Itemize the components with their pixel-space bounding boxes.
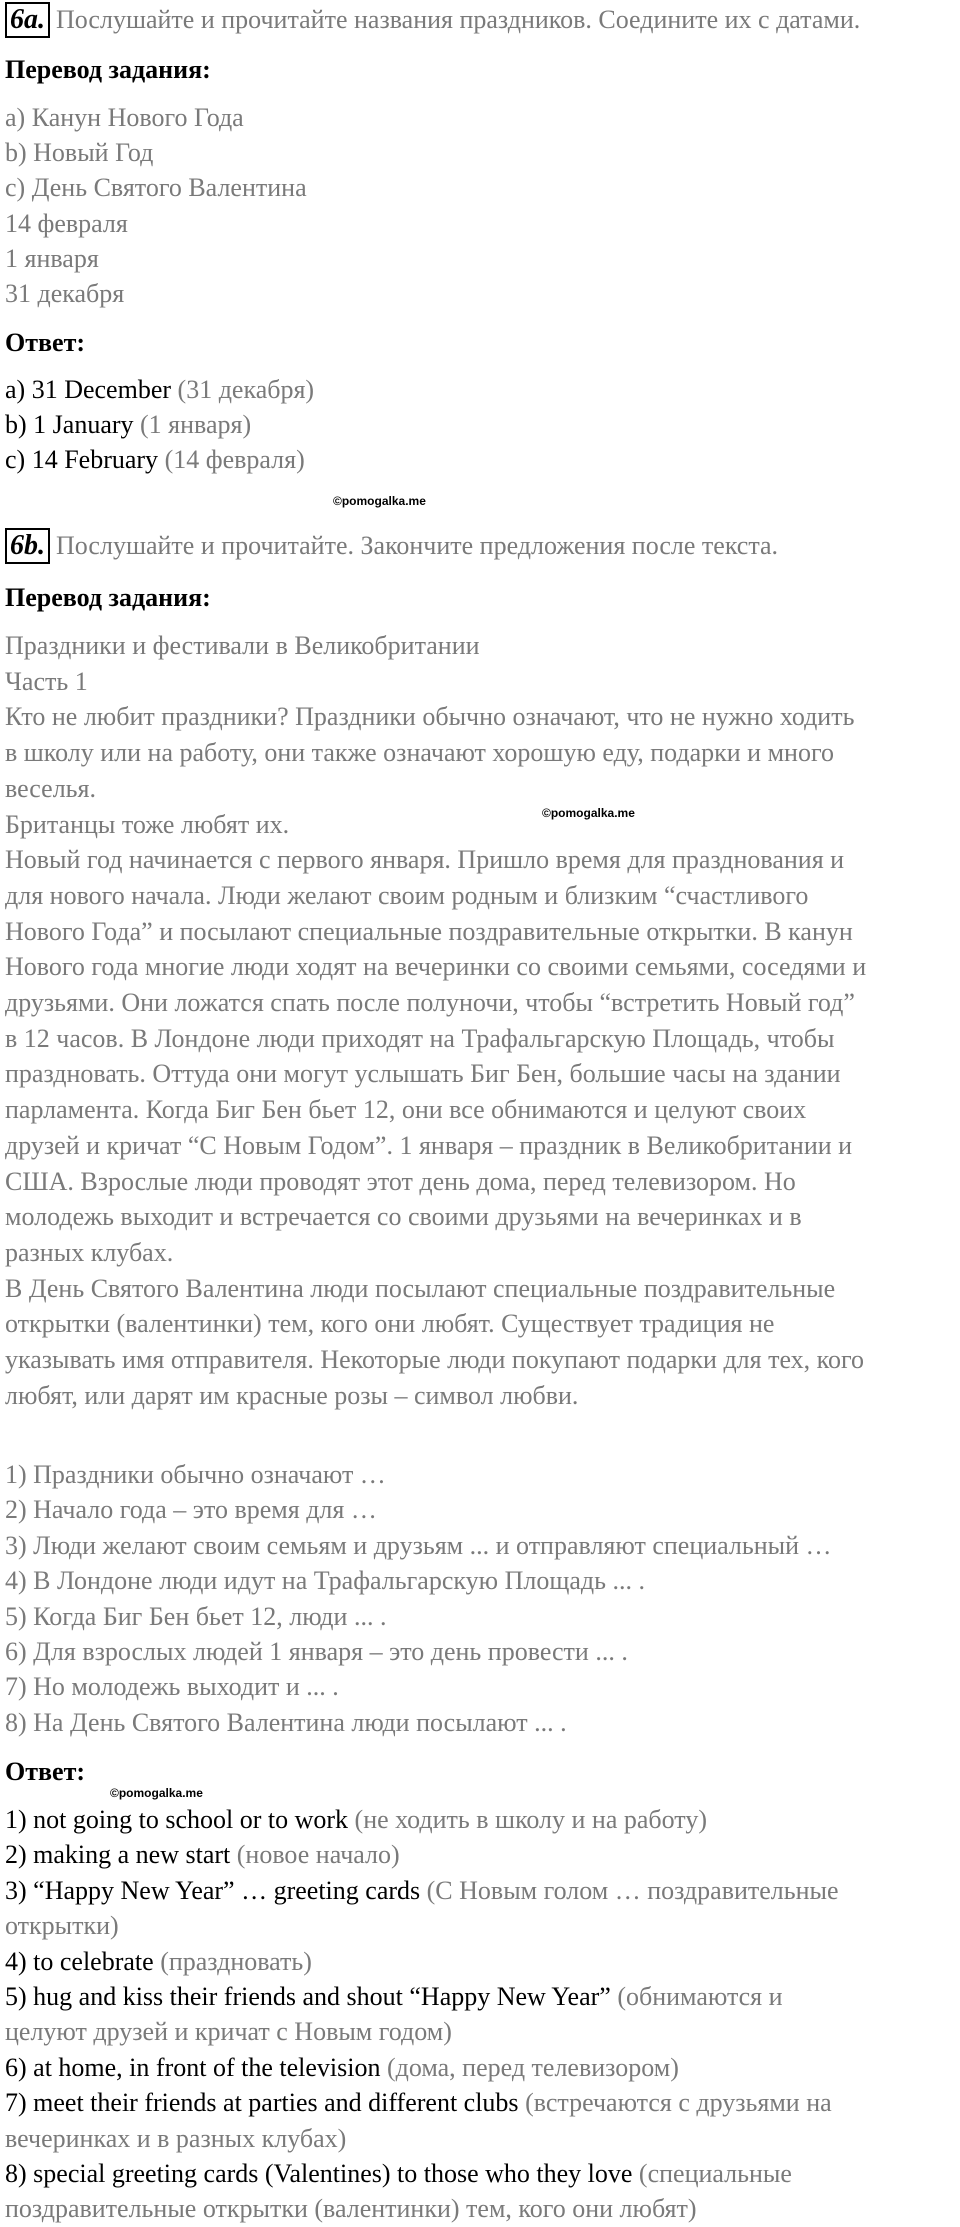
answer-en: 5) hug and kiss their friends and shout “Happy New Year” xyxy=(5,1982,611,2011)
text-line: В День Святого Валентина люди посылают специальные поздравительные xyxy=(5,1273,836,1303)
translation-line: 31 декабря xyxy=(5,279,125,308)
answer-en: 1) not going to school or to work xyxy=(5,1805,349,1834)
exercise-6a-header xyxy=(5,2,860,38)
answer-en: 2) making a new start xyxy=(5,1840,231,1870)
translation-line: c) День Святого Валентина xyxy=(5,173,307,202)
watermark: ©pomogalka.me xyxy=(542,806,635,820)
answer-ru: (14 февраля) xyxy=(158,445,305,474)
answer-line xyxy=(5,1837,400,1873)
exercise-6b-instruction: Послушайте и прочитайте. Закончите предложения после текста. xyxy=(56,531,779,560)
answer-line xyxy=(5,2191,697,2227)
exercise-6a-translation-heading: Перевод задания: xyxy=(5,55,211,84)
answer-en: 6) at home, in front of the television xyxy=(5,2052,381,2082)
text-line: Нового Года” и посылают специальные поздравительные открытки. В канун xyxy=(5,916,853,946)
exercise-6b-header xyxy=(5,528,778,564)
answer-en: 3) “Happy New Year” … greeting cards xyxy=(5,1875,421,1905)
answer-line xyxy=(5,1802,707,1838)
text-line: в школу или на работу, они также означают хорошую еду, подарки и много xyxy=(5,738,834,768)
answer-line xyxy=(5,2050,679,2086)
text-line: указывать имя отправителя. Некоторые люди покупают подарки для тех, кого xyxy=(5,1345,865,1374)
answer-ru: (31 декабря) xyxy=(171,375,315,404)
exercise-6b-translation-heading: Перевод задания: xyxy=(5,583,211,612)
answer-ru: поздравительные открытки (валентинки) тем, кого они любят) xyxy=(5,2194,697,2224)
answer-ru: (специальные xyxy=(632,2159,792,2188)
text-line: разных клубах. xyxy=(5,1237,174,1267)
answer-line xyxy=(5,2121,346,2157)
answer-ru: (встречаются с друзьями на xyxy=(518,2088,832,2118)
translation-line: 1 января xyxy=(5,244,99,273)
text-line: молодежь выходит и встречается со своими друзьями на вечеринках и в xyxy=(5,1202,802,1232)
answer-ru: (праздновать) xyxy=(153,1946,312,1976)
task-line: 2) Начало года – это время для … xyxy=(5,1495,377,1525)
answer-ru: (не ходить в школу и на работу) xyxy=(348,1805,707,1834)
text-line: открытки (валентинки) тем, кого они любят. Существует традиция не xyxy=(5,1309,775,1339)
watermark: ©pomogalka.me xyxy=(333,494,426,508)
exercise-6a-answer-heading: Ответ: xyxy=(5,328,86,357)
answer-line xyxy=(5,2014,452,2050)
answer-line xyxy=(5,442,305,478)
answer-en: 4) to celebrate xyxy=(5,1946,154,1976)
text-line: друзей и кричат “С Новым Годом”. 1 января – праздник в Великобритании и xyxy=(5,1130,853,1160)
task-line: 4) В Лондоне люди идут на Трафальгарскую Площадь ... . xyxy=(5,1566,645,1596)
text-line: веселья. xyxy=(5,773,96,803)
answer-ru: (обнимаются и xyxy=(610,1982,783,2011)
answer-ru: вечеринках и в разных клубах) xyxy=(5,2123,347,2153)
task-line: 5) Когда Биг Бен бьет 12, люди ... . xyxy=(5,1601,387,1631)
text-line: Кто не любит праздники? Праздники обычно означают, что не нужно ходить xyxy=(5,702,855,732)
answer-line xyxy=(5,1979,783,2015)
text-line: друзьями. Они ложатся спать после полуночи, чтобы “встретить Новый год” xyxy=(5,988,855,1017)
task-line: 7) Но молодежь выходит и ... . xyxy=(5,1672,339,1702)
text-line: Нового года многие люди ходят на вечеринки со своими семьями, соседями и xyxy=(5,952,867,982)
task-line: 8) На День Святого Валентина люди посылают ... . xyxy=(5,1707,567,1737)
answer-ru: (новое начало) xyxy=(230,1840,400,1870)
answer-ru: (дома, перед телевизором) xyxy=(380,2052,679,2082)
answer-line xyxy=(5,372,314,408)
task-line: 6) Для взрослых людей 1 января – это день провести ... . xyxy=(5,1637,628,1666)
task-line: 3) Люди желают своим семьям и друзьям ... и отправляют специальный … xyxy=(5,1530,832,1560)
text-line: Праздники и фестивали в Великобритании xyxy=(5,631,480,660)
text-line: парламента. Когда Биг Бен бьет 12, они все обнимаются и целуют своих xyxy=(5,1095,807,1125)
answer-line xyxy=(5,2085,832,2121)
watermark: ©pomogalka.me xyxy=(110,1786,203,1800)
task-line: 1) Праздники обычно означают … xyxy=(5,1460,386,1489)
answer-en: 7) meet their friends at parties and different clubs xyxy=(5,2088,519,2118)
answer-line xyxy=(5,1873,839,1909)
answer-ru: целуют друзей и кричат с Новым годом) xyxy=(5,2017,452,2047)
answer-line xyxy=(5,1908,119,1944)
text-line: любят, или дарят им красные розы – символ любви. xyxy=(5,1380,579,1410)
text-line: праздновать. Оттуда они могут услышать Биг Бен, большие часы на здании xyxy=(5,1059,841,1089)
answer-en: 8) special greeting cards (Valentines) to those who they love xyxy=(5,2159,633,2188)
answer-en: c) 14 February xyxy=(5,445,159,474)
exercise-6b-badge: 6b. xyxy=(5,528,50,564)
text-line: Новый год начинается с первого января. Пришло время для празднования и xyxy=(5,845,845,875)
translation-line: a) Канун Нового Года xyxy=(5,103,244,132)
answer-en: b) 1 January xyxy=(5,410,134,439)
answer-line xyxy=(5,407,251,443)
answer-ru: открытки) xyxy=(5,1911,119,1941)
text-line: Британцы тоже любят их. xyxy=(5,809,290,839)
answer-en: a) 31 December xyxy=(5,375,172,404)
exercise-6a-badge: 6a. xyxy=(5,2,50,38)
answer-ru: (1 января) xyxy=(133,410,252,439)
answer-line xyxy=(5,1944,312,1980)
answer-ru: (С Новым голом … поздравительные xyxy=(420,1875,839,1905)
translation-line: 14 февраля xyxy=(5,209,128,238)
answer-line xyxy=(5,2156,792,2192)
text-line: США. Взрослые люди проводят этот день дома, перед телевизором. Но xyxy=(5,1166,796,1196)
text-line: для нового начала. Люди желают своим родным и близким “счастливого xyxy=(5,880,809,910)
exercise-6a-instruction: Послушайте и прочитайте названия праздников. Соедините их с датами. xyxy=(56,5,861,34)
translation-line: b) Новый Год xyxy=(5,138,154,167)
exercise-6b-answer-heading: Ответ: xyxy=(5,1757,86,1786)
text-line: в 12 часов. В Лондоне люди приходят на Трафальгарскую Площадь, чтобы xyxy=(5,1023,835,1053)
text-line: Часть 1 xyxy=(5,666,88,696)
